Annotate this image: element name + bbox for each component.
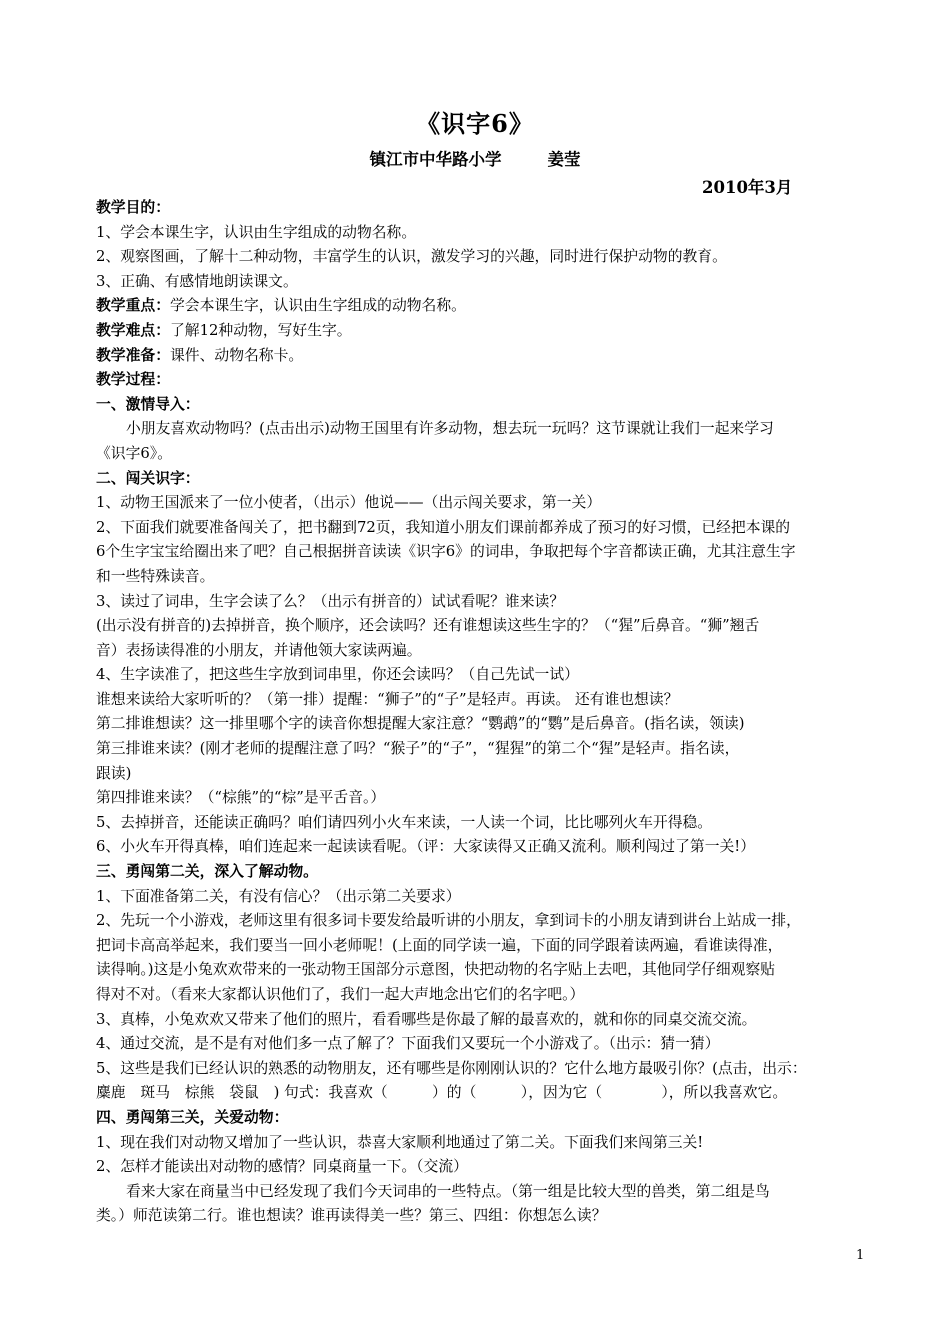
- text-line: 2、怎样才能读出对动物的感情？同桌商量一下。（交流）: [96, 1158, 468, 1176]
- key-point: [96, 294, 864, 319]
- section-heading: 四、勇闯第三关，关爱动物：: [96, 1108, 289, 1126]
- text-line: 第三排谁来读？(刚才老师的提醒注意了吗？“猴子”的“子”，“猩猩”的第二个“猩”是轻声。指名读，: [96, 740, 740, 758]
- author-line: [0, 146, 950, 170]
- date: 2010年3月: [702, 178, 793, 197]
- page-number: 1: [856, 1248, 865, 1263]
- author-name: 姜莹: [547, 150, 581, 169]
- text-line: 谁想来读给大家听听的？（第一排）提醒：“狮子”的“子”是轻声。再读。 还有谁也想读？: [96, 690, 679, 708]
- text-line: 3、读过了词串，生字会读了么？（出示有拼音的）试试看呢？谁来读？: [96, 592, 565, 610]
- text-line: 小朋友喜欢动物吗？(点击出示)动物王国里有许多动物，想去玩一玩吗？这节课就让我们一起来学习: [126, 420, 774, 438]
- text-line: 把词卡高高举起来，我们要当一回小老师呢！(上面的同学读一遍，下面的同学跟着读两遍，看谁读得准，: [96, 936, 783, 954]
- text-line: 看来大家在商量当中已经发现了我们今天词串的一些特点。（第一组是比较大型的兽类，第二组是鸟: [126, 1182, 770, 1200]
- document-body: [96, 196, 864, 1229]
- difficulty-label: 教学难点：: [96, 321, 170, 339]
- text-line: 第二排谁想读？这一排里哪个字的读音你想提醒大家注意？“鹦鹉”的“鹦”是后鼻音。(指名读，领读): [96, 715, 745, 733]
- preparation-text: 课件、动物名称卡。: [170, 346, 304, 364]
- text-line: 音）表扬读得准的小朋友，并请他领大家读两遍。: [96, 641, 422, 659]
- document-title: 《识字6》: [416, 109, 534, 138]
- text-line: 2、下面我们就要准备闯关了，把书翻到72页，我知道小朋友们课前都养成了预习的好习惯，已经把本课的: [96, 518, 791, 536]
- section-heading: 三、勇闯第二关，深入了解动物。: [96, 863, 318, 881]
- text-line: 2、先玩一个小游戏，老师这里有很多词卡要发给最听讲的小朋友，拿到词卡的小朋友请到讲台上站成一排，: [96, 912, 801, 930]
- text-line: 3、真棒，小兔欢欢又带来了他们的照片，看看哪些是你最了解的最喜欢的，就和你的同桌交流交流。: [96, 1010, 757, 1028]
- text-line: 第四排谁来读？（“棕熊”的“棕”是平舌音。）: [96, 789, 386, 807]
- text-line: 5、去掉拼音，还能读正确吗？咱们请四列小火车来读，一人读一个词，比比哪列火车开得稳。: [96, 813, 713, 831]
- text-line: 得对不对。（看来大家都认识他们了，我们一起大声地念出它们的名字吧。）: [96, 986, 585, 1003]
- text-line: 6个生字宝宝给圈出来了吧？自己根据拼音读读《识字6》的词串，争取把每个字音都读正确，尤其注意生字: [96, 543, 796, 561]
- objective-item: 2、观察图画，了解十二种动物，丰富学生的认识，激发学习的兴趣，同时进行保护动物的教育。: [96, 248, 727, 266]
- difficulty-text: 了解12种动物，写好生字。: [170, 321, 352, 339]
- objective-item: 1、学会本课生字，认识由生字组成的动物名称。: [96, 223, 417, 241]
- text-line: 1、动物王国派来了一位小使者，（出示）他说——（出示闯关要求，第一关）: [96, 494, 602, 512]
- objective-item: 3、正确、有感情地朗读课文。: [96, 272, 298, 290]
- process-heading: 教学过程：: [96, 371, 170, 389]
- key-point-label: 教学重点：: [96, 297, 170, 315]
- text-line: 1、现在我们对动物又增加了一些认识，恭喜大家顺利地通过了第二关。下面我们来闯第三关!: [96, 1133, 704, 1151]
- text-line: 跟读): [96, 764, 132, 782]
- preparation-label: 教学准备：: [96, 346, 170, 364]
- difficulty: [96, 319, 864, 344]
- text-line: 麋鹿 斑马 棕熊 袋鼠 ) 句式：我喜欢（ ）的（ ），因为它（ ），所以我喜欢它。: [96, 1084, 788, 1102]
- key-point-text: 学会本课生字，认识由生字组成的动物名称。: [170, 297, 466, 315]
- text-line: 读得响。)这是小兔欢欢带来的一张动物王国部分示意图，快把动物的名字贴上去吧，其他同学仔细观察贴: [96, 961, 776, 979]
- text-line: 1、下面准备第二关，有没有信心？（出示第二关要求）: [96, 887, 461, 905]
- text-line: (出示没有拼音的)去掉拼音，换个顺序，还会读吗？还有谁想读这些生字的？（“猩”后鼻音。“狮”翘舌: [96, 617, 760, 635]
- text-line: 类。）师范读第二行。谁也想读？谁再读得美一些？第三、四组：你想怎么读？: [96, 1207, 607, 1225]
- text-line: 4、通过交流，是不是有对他们多一点了解了？下面我们又要玩一个小游戏了。（出示：猜一猜）: [96, 1035, 720, 1053]
- section-heading: 二、闯关识字：: [96, 469, 200, 487]
- section-heading: 一、激情导入：: [96, 395, 200, 413]
- text-line: 4、生字读准了，把这些生字放到词串里，你还会读吗？（自己先试一试）: [96, 666, 579, 684]
- school-name: 镇江市中华路小学: [369, 150, 502, 169]
- objectives-heading: 教学目的：: [96, 199, 170, 216]
- text-line: 5、这些是我们已经认识的熟悉的动物朋友，还有哪些是你刚刚认识的？它什么地方最吸引你？(点击，出示：: [96, 1059, 807, 1077]
- text-line: 和一些特殊读音。: [96, 567, 215, 585]
- preparation: [96, 344, 864, 369]
- text-line: 6、小火车开得真棒，咱们连起来一起读读看呢。（评：大家读得又正确又流利。顺利闯过了第一关!）: [96, 838, 756, 856]
- text-line: 《识字6》。: [96, 444, 172, 462]
